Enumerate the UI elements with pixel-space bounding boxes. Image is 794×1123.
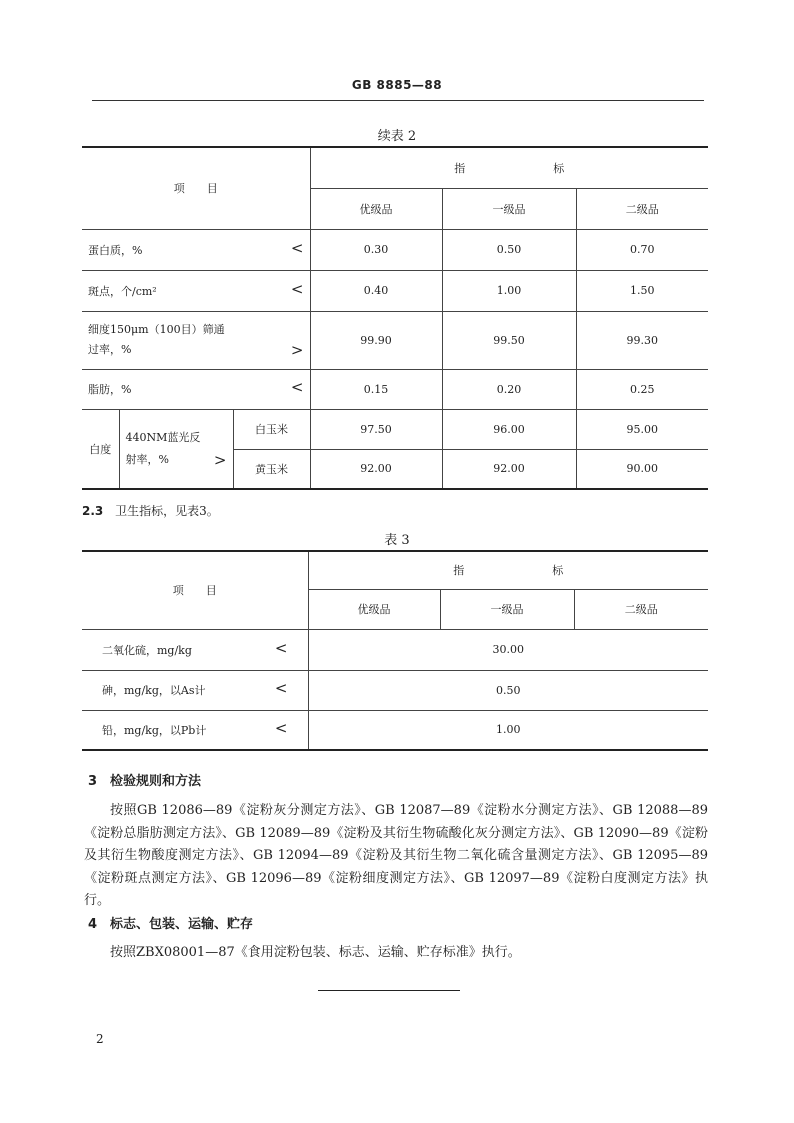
value-cell: 95.00 bbox=[576, 409, 708, 449]
whiteness-label: 白度 bbox=[82, 409, 119, 489]
table-row bbox=[82, 670, 708, 710]
end-rule bbox=[318, 990, 460, 991]
value-cell: 0.15 bbox=[310, 369, 442, 409]
value-cell: 30.00 bbox=[308, 629, 708, 670]
row-label bbox=[82, 270, 310, 311]
table-row bbox=[82, 270, 708, 311]
item-header: 项 目 bbox=[82, 147, 310, 229]
value-cell: 1.50 bbox=[576, 270, 708, 311]
label-text: 铅，mg/kg，以Pb计 bbox=[102, 723, 207, 737]
grade-header: 二级品 bbox=[574, 589, 708, 629]
table-row bbox=[82, 551, 708, 589]
table3-caption: 表 3 bbox=[384, 533, 410, 548]
page-header: GB 8885—88 bbox=[351, 78, 443, 92]
value-cell: 96.00 bbox=[442, 409, 576, 449]
table-row bbox=[82, 629, 708, 670]
value-cell: 0.30 bbox=[310, 229, 442, 270]
value-cell: 0.20 bbox=[442, 369, 576, 409]
value-cell: 92.00 bbox=[442, 449, 576, 489]
value-cell: 1.00 bbox=[442, 270, 576, 311]
label-text: 蛋白质，% bbox=[88, 243, 143, 257]
whiteness-sublabel bbox=[119, 409, 233, 489]
variety-cell: 白玉米 bbox=[233, 409, 310, 449]
table-row bbox=[82, 147, 708, 188]
paragraph: 按照ZBX08001—87《食用淀粉包装、标志、运输、贮存标准》执行。 bbox=[110, 945, 521, 960]
section-2-3 bbox=[82, 502, 219, 519]
label-text-line2 bbox=[126, 449, 227, 471]
header-rule bbox=[92, 100, 704, 101]
comparison-sign: < bbox=[290, 279, 304, 298]
label-text-line2 bbox=[88, 340, 304, 360]
value-cell: 0.40 bbox=[310, 270, 442, 311]
table-row bbox=[82, 369, 708, 409]
item-header: 项 目 bbox=[82, 551, 308, 629]
section-3-body bbox=[84, 800, 708, 913]
value-cell: 99.50 bbox=[442, 311, 576, 369]
table-row bbox=[82, 311, 708, 369]
grade-header: 二级品 bbox=[576, 188, 708, 229]
value-cell: 99.30 bbox=[576, 311, 708, 369]
paragraph: 按照GB 12086—89《淀粉灰分测定方法》、GB 12087—89《淀粉水分测定方法》、GB 12088—89《淀粉总脂肪测定方法》、GB 12089—89《淀粉及其衍生物硫酸化灰分测定方法》、GB 12090—89《淀粉及其衍生物酸度测定方法》、GB 12094—89《淀粉及其衍生物二氧化硫含量测定方法》、GB 12095—89《淀粉斑点测定方法》、GB 12096—89《淀粉细度测定方法》、GB 12097—89《淀粉白度测定方法》执行。 bbox=[84, 803, 708, 908]
value-cell: 97.50 bbox=[310, 409, 442, 449]
section-3-heading: 3 检验规则和方法 bbox=[88, 774, 202, 789]
label-text: 砷，mg/kg，以As计 bbox=[102, 684, 206, 697]
comparison-sign: < bbox=[290, 378, 304, 396]
grade-header: 一级品 bbox=[440, 589, 574, 629]
value-cell: 0.50 bbox=[308, 670, 708, 710]
label-text: 440NM蓝光反 bbox=[125, 430, 201, 444]
comparison-sign: < bbox=[274, 718, 288, 737]
comparison-sign: < bbox=[290, 238, 304, 257]
value-cell: 1.00 bbox=[308, 710, 708, 750]
row-label bbox=[82, 369, 310, 409]
value-cell: 92.00 bbox=[310, 449, 442, 489]
value-cell: 99.90 bbox=[310, 311, 442, 369]
value-cell: 0.25 bbox=[576, 369, 708, 409]
index-header: 指 标 bbox=[308, 551, 708, 589]
index-header: 指 标 bbox=[310, 147, 708, 188]
comparison-sign: < bbox=[274, 679, 288, 697]
page-number: 2 bbox=[96, 1032, 104, 1046]
variety-cell: 黄玉米 bbox=[233, 449, 310, 489]
section-number: 2.3 bbox=[82, 504, 104, 518]
value-cell: 90.00 bbox=[576, 449, 708, 489]
table3 bbox=[82, 550, 708, 751]
section-4-body bbox=[84, 942, 708, 965]
label-text: 脂肪，% bbox=[88, 383, 132, 396]
label-text: 过率，% bbox=[88, 343, 132, 356]
comparison-sign: < bbox=[274, 638, 288, 657]
row-label bbox=[82, 710, 308, 750]
label-text: 斑点，个/cm² bbox=[88, 284, 157, 298]
grade-header: 一级品 bbox=[442, 188, 576, 229]
label-text: 射率，% bbox=[125, 452, 169, 466]
section-text: 卫生指标，见表3。 bbox=[115, 504, 219, 518]
comparison-sign: > bbox=[290, 341, 304, 359]
grade-header: 优级品 bbox=[308, 589, 440, 629]
grade-header: 优级品 bbox=[310, 188, 442, 229]
value-cell: 0.50 bbox=[442, 229, 576, 270]
table2-caption: 续表 2 bbox=[377, 129, 417, 144]
table2 bbox=[82, 146, 708, 490]
value-cell: 0.70 bbox=[576, 229, 708, 270]
row-label bbox=[82, 311, 310, 369]
label-text: 细度150μm（100目）筛通 bbox=[88, 323, 225, 336]
row-label bbox=[82, 629, 308, 670]
row-label bbox=[82, 670, 308, 710]
row-label bbox=[82, 229, 310, 270]
section-4-heading: 4 标志、包装、运输、贮存 bbox=[88, 917, 254, 932]
label-text: 二氧化硫，mg/kg bbox=[102, 643, 192, 657]
comparison-sign: > bbox=[213, 450, 227, 469]
table-row bbox=[82, 409, 708, 449]
table-row bbox=[82, 710, 708, 750]
table-row bbox=[82, 229, 708, 270]
